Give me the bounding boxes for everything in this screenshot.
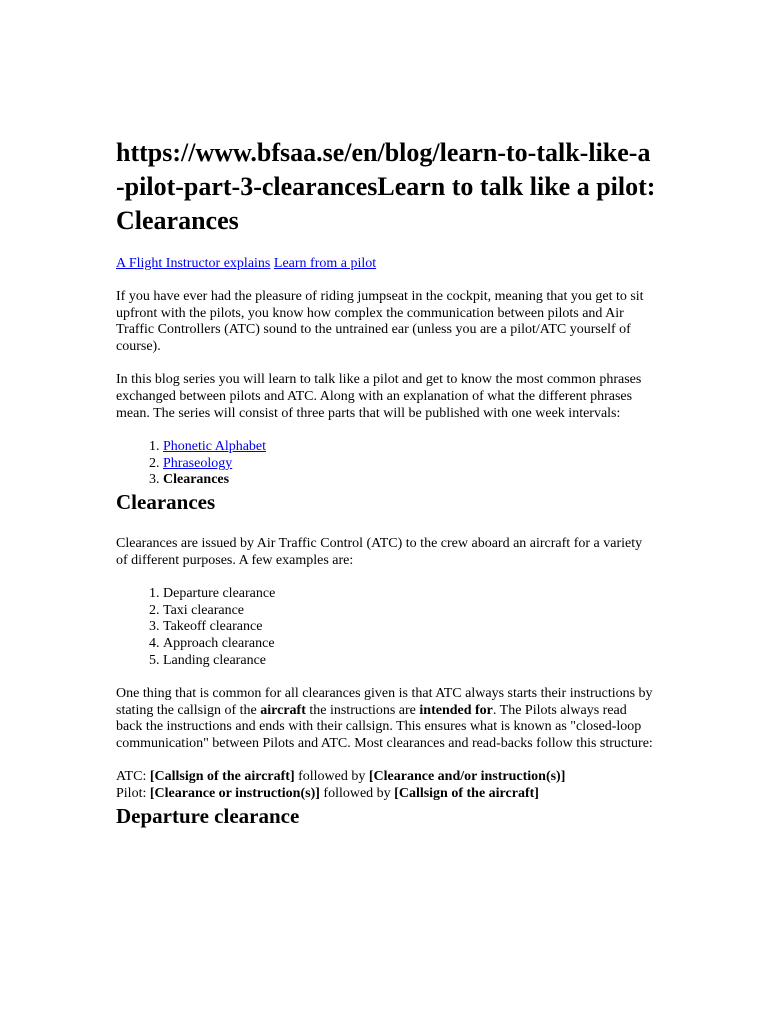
tag-link-learn-from-pilot[interactable]: Learn from a pilot bbox=[273, 256, 377, 271]
series-link-phonetic-alphabet[interactable]: Phonetic Alphabet bbox=[163, 439, 267, 455]
atc-followed-by: followed by bbox=[294, 769, 369, 785]
tag-links bbox=[116, 255, 656, 272]
atc-instruction: [Clearance and/or instruction(s)] bbox=[368, 769, 566, 785]
intro-paragraph: If you have ever had the pleasure of riding jumpseat in the cockpit, meaning that you get to sit upfront with the pilots, you know how complex the communication between pilots and Air Traffic Controllers (ATC) sound to the untrained ear (unless you are a pilot/ATC yourself of course). bbox=[116, 289, 644, 354]
article bbox=[116, 136, 656, 829]
pilot-instruction: [Clearance or instruction(s)] bbox=[149, 786, 320, 802]
series-link-phraseology[interactable]: Phraseology bbox=[163, 455, 233, 471]
structure-text-2: the instructions are bbox=[305, 702, 420, 718]
page-title: https://www.bfsaa.se/en/blog/learn-to-talk-like-a-pilot-part-3-clearancesLearn to talk like a pilot: Clearances bbox=[116, 138, 656, 235]
pilot-label: Pilot: bbox=[116, 786, 150, 802]
list-item: 4. Approach clearance bbox=[163, 636, 656, 653]
list-item bbox=[163, 456, 656, 473]
atc-callsign: [Callsign of the aircraft] bbox=[149, 769, 295, 785]
structure-paragraph bbox=[116, 686, 656, 752]
clearances-heading: Clearances bbox=[116, 489, 216, 514]
structure-lines bbox=[116, 769, 656, 802]
structure-text-1: One thing that is common for all clearances given is that ATC always starts their instructions by stating the callsign of the bbox=[116, 686, 653, 718]
list-item: 3. Takeoff clearance bbox=[163, 619, 656, 636]
list-item: 5. Landing clearance bbox=[163, 653, 656, 670]
atc-label: ATC: bbox=[116, 769, 150, 785]
series-paragraph: In this blog series you will learn to talk like a pilot and get to know the most common phrases exchanged between pilots and ATC. Along with an explanation of what the different phrases mean. The series will consist of three parts that will be published with one week intervals: bbox=[116, 372, 642, 421]
series-current-part: Clearances bbox=[163, 472, 230, 488]
list-item: 1. Departure clearance bbox=[163, 586, 656, 603]
structure-bold-intended-for: intended for bbox=[419, 702, 493, 718]
list-item bbox=[163, 472, 656, 489]
series-parts-list bbox=[116, 439, 656, 489]
pilot-followed-by: followed by bbox=[319, 786, 395, 802]
clearances-paragraph: Clearances are issued by Air Traffic Control (ATC) to the crew aboard an aircraft for a variety of different purposes. A few examples are: bbox=[116, 535, 643, 568]
list-item bbox=[163, 439, 656, 456]
structure-bold-aircraft: aircraft bbox=[260, 702, 306, 718]
list-item: 2. Taxi clearance bbox=[163, 603, 656, 620]
clearance-examples-list bbox=[116, 586, 656, 669]
structure-text-3: . The Pilots always read back the instructions and ends with their callsign. This ensures what is known as "closed-loop communication" between Pilots and ATC. Most clearances and read-backs follow this structure: bbox=[116, 702, 653, 751]
tag-link-flight-instructor[interactable]: A Flight Instructor explains bbox=[116, 256, 271, 271]
pilot-callsign: [Callsign of the aircraft] bbox=[394, 786, 539, 802]
departure-clearance-heading: Departure clearance bbox=[116, 803, 300, 828]
